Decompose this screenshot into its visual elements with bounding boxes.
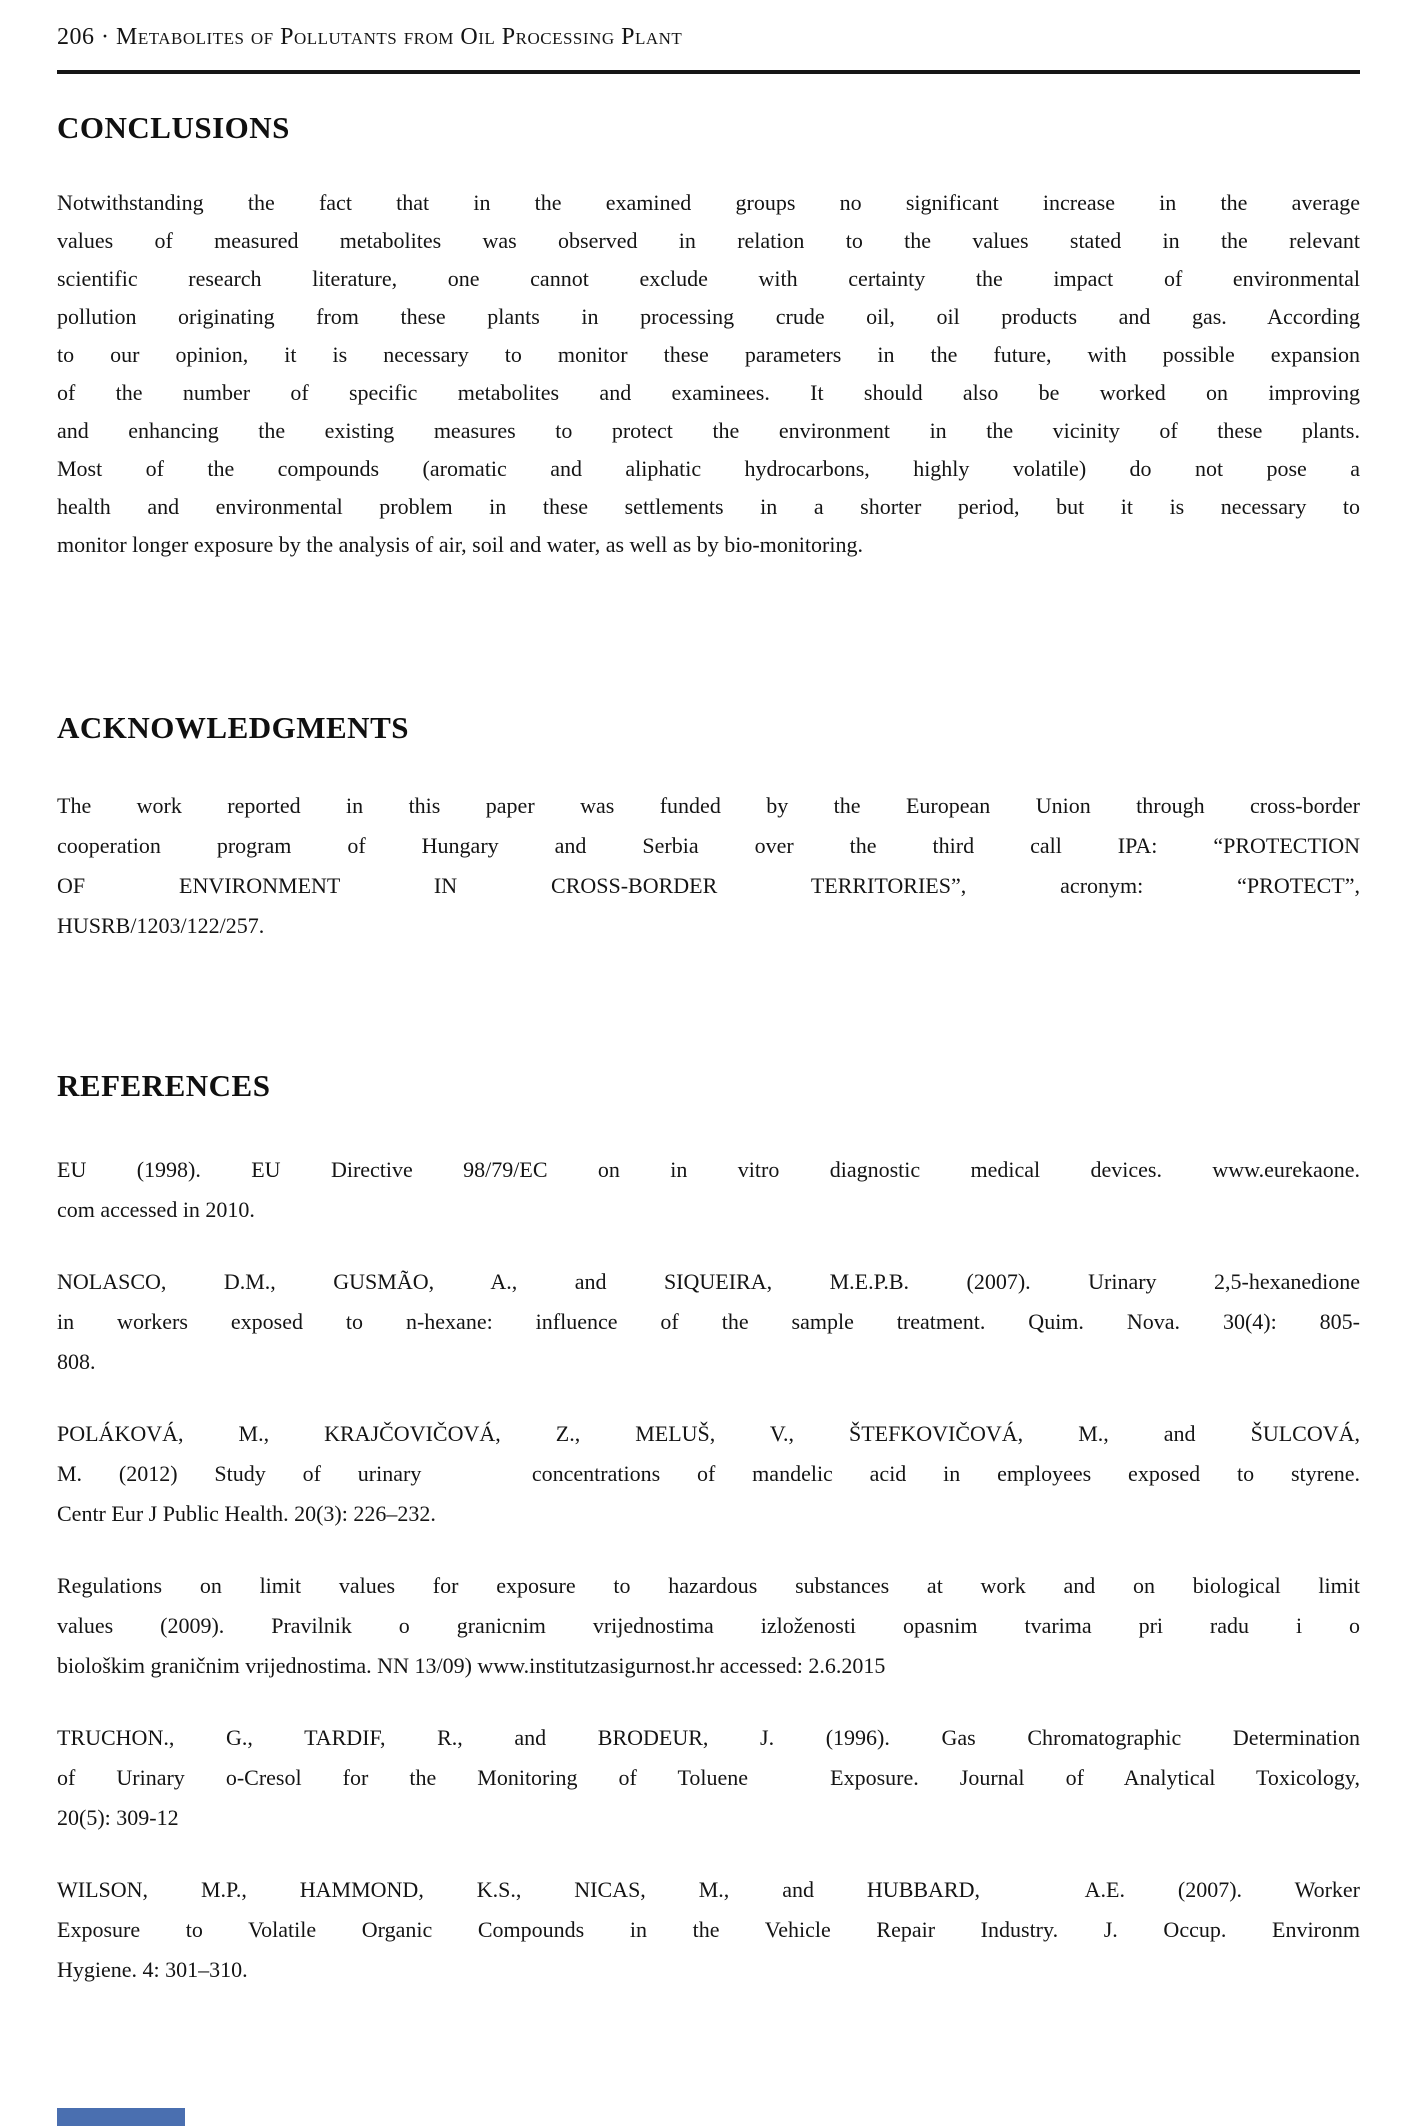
acknowledgments-paragraph: The work reported in this paper was funded by the European Union through cross-border cooperation program of Hungary and Serbia over the third call IPA: “PROTECTION OF ENVIRONMENT IN CROSS-BORDER TERRITORIES”, acronym: “PROTECT”, HUSRB/1203/122/257. <box>57 793 1360 938</box>
reference-entry-regulations-2009: Regulations on limit values for exposure to hazardous substances at work and on biological limit values (2009). Pravilnik o granicnim vrijednostima izloženosti opasnim tvarima pri radu i o biološkim graničnim vrijednostima. NN 13/09) www.institutzasigurnost.hr accessed: 2.6.2015 <box>57 1573 1360 1678</box>
reference-entry-eu-1998: EU (1998). EU Directive 98/79/EC on in vitro diagnostic medical devices. www.eurekaone. com accessed in 2010. <box>57 1157 1360 1222</box>
reference-entry-wilson-2007: WILSON, M.P., HAMMOND, K.S., NICAS, M., and HUBBARD, A.E. (2007). Worker Exposure to Volatile Organic Compounds in the Vehicle Repair Industry. J. Occup. Environm Hygiene. 4: 301–310. <box>57 1877 1360 1982</box>
page-header <box>57 24 1360 51</box>
reference-entry-nolasco-2007: NOLASCO, D.M., GUSMÃO, A., and SIQUEIRA, M.E.P.B. (2007). Urinary 2,5-hexanedione in workers exposed to n-hexane: influence of the sample treatment. Quim. Nova. 30(4): 805- 808. <box>57 1269 1360 1374</box>
references-heading: REFERENCES <box>57 1068 271 1103</box>
running-title: Metabolites of Pollutants from Oil Processing Plant <box>116 24 683 50</box>
bottom-edge-blue-bar <box>57 2108 185 2126</box>
page-number: 206 <box>57 24 95 50</box>
reference-entry-truchon-1996: TRUCHON., G., TARDIF, R., and BRODEUR, J. (1996). Gas Chromatographic Determination of Urinary o-Cresol for the Monitoring of Toluene Exposure. Journal of Analytical Toxicology, 20(5): 309-12 <box>57 1725 1360 1830</box>
header-separator: · <box>101 24 110 50</box>
conclusions-heading: CONCLUSIONS <box>57 110 290 145</box>
header-rule <box>57 70 1360 74</box>
acknowledgments-heading: ACKNOWLEDGMENTS <box>57 710 409 745</box>
reference-entry-polakova-2012: POLÁKOVÁ, M., KRAJČOVIČOVÁ, Z., MELUŠ, V., ŠTEFKOVIČOVÁ, M., and ŠULCOVÁ, M. (2012) Study of urinary concentrations of mandelic acid in employees exposed to styrene. Centr Eur J Public Health. 20(3): 226–232. <box>57 1421 1360 1526</box>
conclusions-paragraph: Notwithstanding the fact that in the examined groups no significant increase in the average values of measured metabolites was observed in relation to the values stated in the relevant scientific research literature, one cannot exclude with certainty the impact of environmental pollution originating from these plants in processing crude oil, oil products and gas. According to our opinion, it is necessary to monitor these parameters in the future, with possible expansion of the number of specific metabolites and examinees. It should also be worked on improving and enhancing the existing measures to protect the environment in the vicinity of these plants. Most of the compounds (aromatic and aliphatic hydrocarbons, highly volatile) do not pose a health and environmental problem in these settlements in a shorter period, but it is necessary to monitor longer exposure by the analysis of air, soil and water, as well as by bio-monitoring. <box>57 190 1360 557</box>
references-list <box>57 1150 1360 2022</box>
